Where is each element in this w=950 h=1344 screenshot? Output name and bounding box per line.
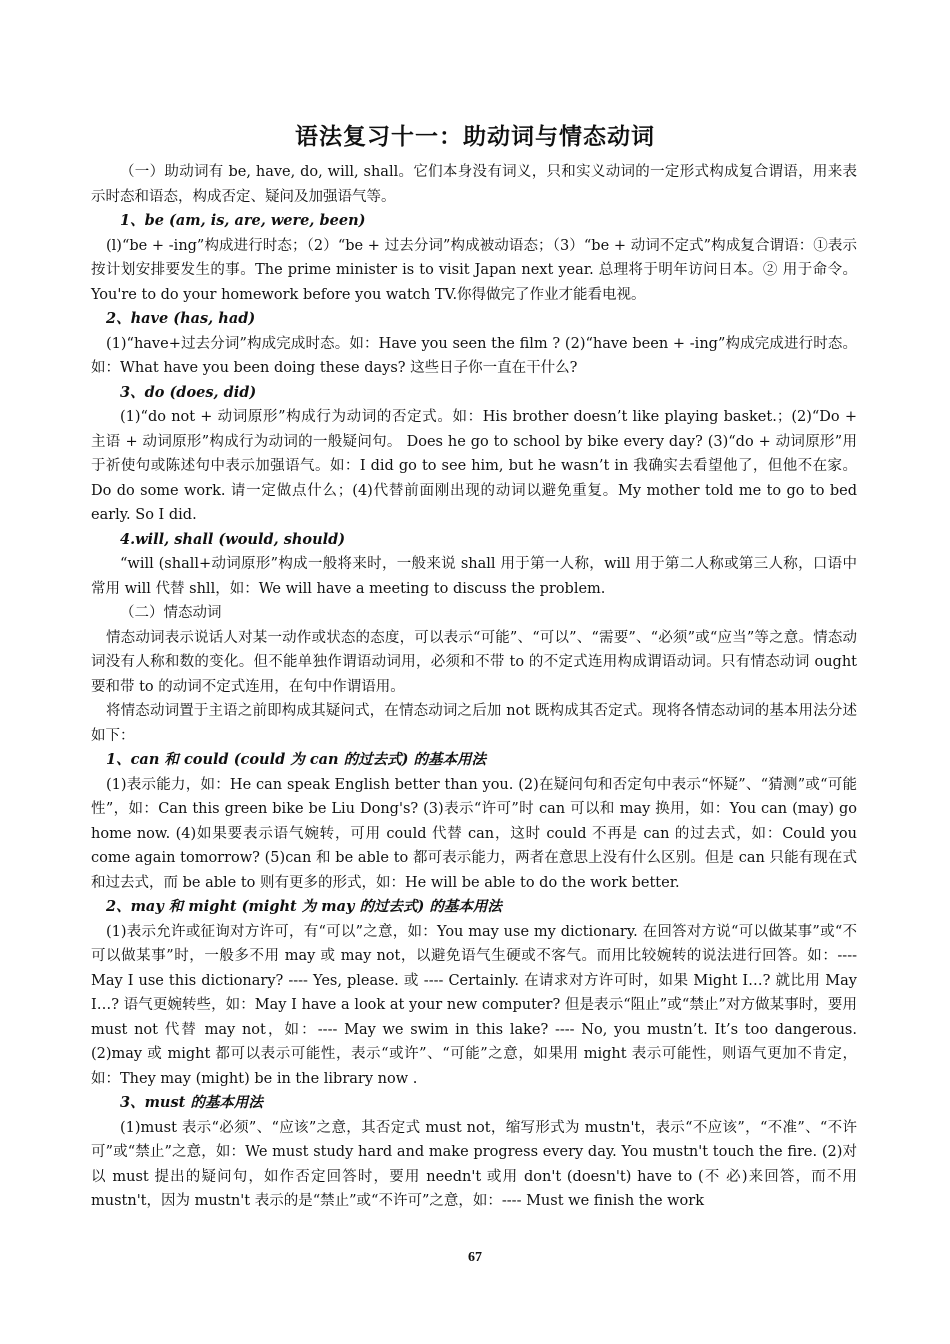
page-number: 67: [468, 1250, 482, 1265]
section-heading: 1、be (am, is, are, were, been): [120, 212, 366, 229]
body-paragraph: (1)表示能力，如：He can speak English better than you. (2)在疑问句和否定句中表示“怀疑”、“猜测”或“可能性”，如：Can this green bike be Liu Dong's? (3)表示“许可”时 can 可以和 may 换用，如：You can (may) go home now. (4)如果要表示语气婉转，可用 could 代替 can，这时 could 不再是 can 的过去式，如：Could you come again tomorrow? (5)can 和 be able to 都可表示能力，两者在意思上没有什么区别。但是 can 只能有现在式和过去式，而 be able to 则有更多的形式，如：He will be able to do the work better.: [91, 776, 857, 891]
body-paragraph: (1)“do not + 动词原形”构成行为动词的否定式。如：His brother doesn’t like playing basket.；(2)“Do + 主语 + 动词原形”构成行为动词的一般疑问句。 Does he go to school by bike every day? (3)“do + 动词原形”用于祈使句或陈述句中表示加强语气。如：I did go to see him, but he wasn’t in 我确实去看望他了，但他不在家。Do do some work. 请一定做点什么；(4)代替前面刚出现的动词以避免重复。My mother told me to go to bed early. So I did.: [91, 409, 857, 523]
body-paragraph: 情态动词表示说话人对某一动作或状态的态度，可以表示“可能”、“可以”、“需要”、“必须”或“应当”等之意。情态动词没有人称和数的变化。但不能单独作谓语动词用，必须和不带 to 的不定式连用构成谓语动词。只有情态动词 ought 要和带 to 的动词不定式连用，在句中作谓语用。: [91, 629, 857, 695]
body-paragraph: （二）情态动词: [120, 605, 222, 621]
document-body: [91, 160, 857, 1214]
body-paragraph: (1)表示允许或征询对方许可，有“可以”之意，如：You may use my dictionary. 在回答对方说“可以做某事”或“不可以做某事”时，一般多不用 may 或 may not，以避免语气生硬或不客气。而用比较婉转的说法进行回答。如：---- May I use this dictionary? ---- Yes, please. 或 ---- Certainly. 在请求对方许可时，如果 Might I…? 就比用 May I…? 语气更婉转些，如：May I have a look at your new computer? 但是表示“阻止”或“禁止”对方做某事时，要用 must not 代替 may not，如：---- May we swim in this lake? ---- No, you mustn’t. It’s too dangerous. (2)may 或 might 都可以表示可能性，表示“或许”、“可能”之意，如果用 might 表示可能性，则语气更加不肯定，如：They may (might) be in the library now .: [91, 923, 857, 1087]
body-paragraph: (1)“have+过去分词”构成完成时态。如：Have you seen the film ? (2)“have been + -ing”构成完成进行时态。如：What have you been doing these days? 这些日子你一直在干什么?: [91, 335, 857, 376]
section-heading: 2、may 和 might (might 为 may 的过去式) 的基本用法: [106, 898, 502, 915]
section-heading: 3、must 的基本用法: [120, 1094, 263, 1111]
section-heading: 2、have (has, had): [106, 310, 256, 327]
body-paragraph: (1)must 表示“必须”、“应该”之意，其否定式 must not，缩写形式为 mustn't，表示“不应该”，“不准”、“不许可”或“禁止”之意，如：We must study hard and make progress every day. You mustn't touch the fire. (2)对以 must 提出的疑问句，如作否定回答时，要用 needn't 或用 don't (doesn't) have to (不 必)来回答，而不用 mustn't，因为 mustn't 表示的是“禁止”或“不许可”之意，如：---- Must we finish the work: [91, 1119, 857, 1209]
body-paragraph: (l)“be + -ing”构成进行时态；（2）“be + 过去分词”构成被动语态；（3）“be + 动词不定式”构成复合谓语：①表示按计划安排要发生的事。The prime minister is to visit Japan next year. 总理将于明年访问日本。② 用于命令。You're to do your homework before you watch TV.你得做完了作业才能看电视。: [91, 237, 857, 303]
section-heading: 3、do (does, did): [120, 383, 257, 401]
section-heading: 4.will, shall (would, should): [120, 530, 346, 548]
body-paragraph: 将情态动词置于主语之前即构成其疑问式，在情态动词之后加 not 既构成其否定式。现将各情态动词的基本用法分述如下：: [91, 703, 857, 744]
section-heading: 1、can 和 could (could 为 can 的过去式) 的基本用法: [106, 751, 487, 768]
page-title: 语法复习十一：助动词与情态动词: [295, 123, 655, 150]
body-paragraph: （一）助动词有 be, have, do, will, shall。它们本身没有词义，只和实义动词的一定形式构成复合谓语，用来表示时态和语态，构成否定、疑问及加强语气等。: [91, 164, 857, 205]
body-paragraph: “will (shall+动词原形”构成一般将来时，一般来说 shall 用于第一人称，will 用于第二人称或第三人称，口语中常用 will 代替 shll，如：We will have a meeting to discuss the problem.: [91, 556, 857, 597]
